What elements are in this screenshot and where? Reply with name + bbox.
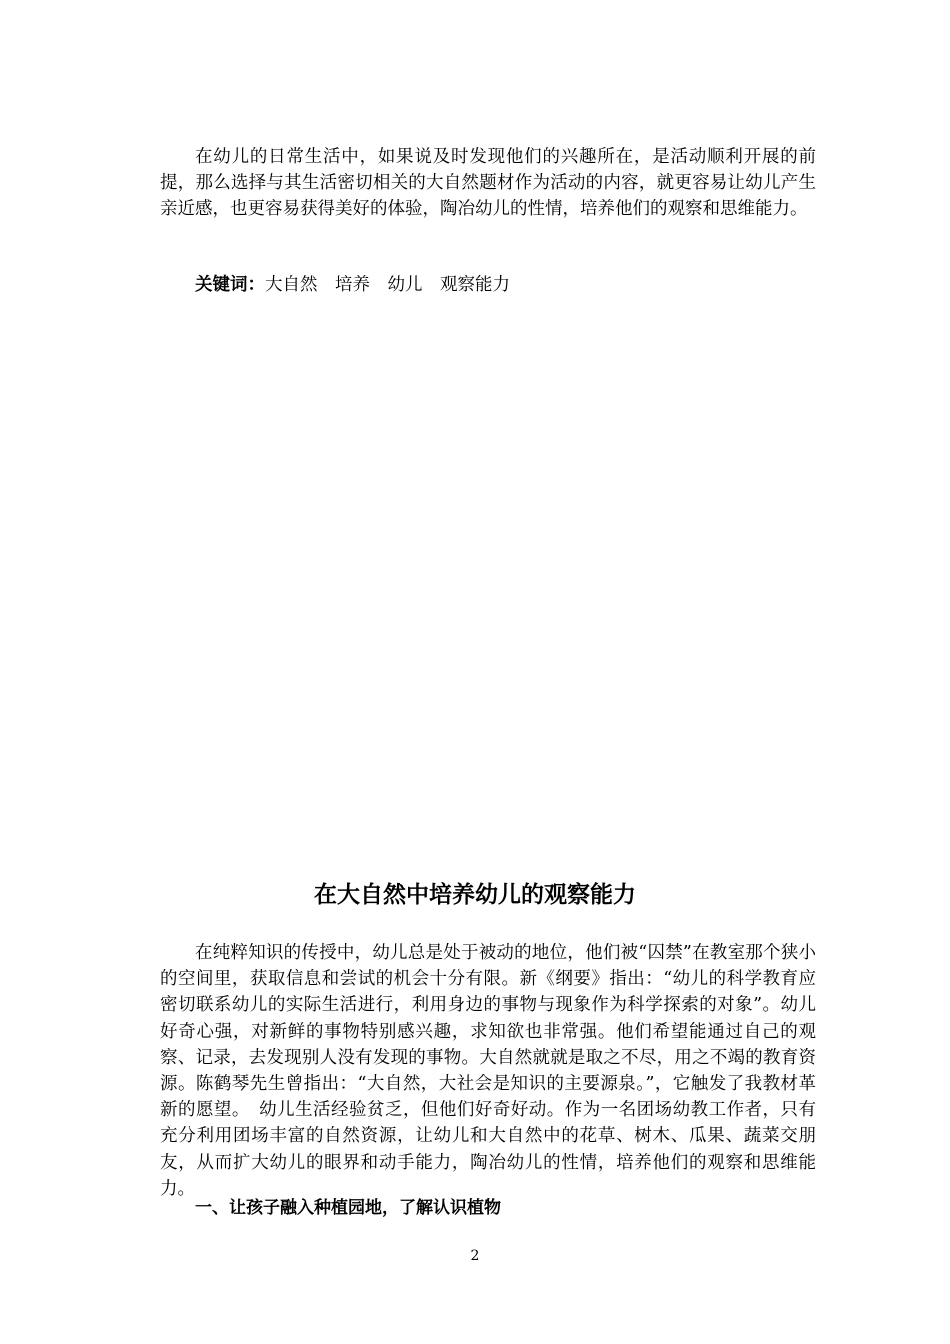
abstract-paragraph: 在幼儿的日常生活中，如果说及时发现他们的兴趣所在，是活动顺利开展的前提，那么选择与其生活密切相关的大自然题材作为活动的内容，就更容易让幼儿产生亲近感，也更容易获得美好的体验，陶冶幼儿的性情，培养他们的观察和思维能力。: [160, 147, 816, 220]
keywords-line: [195, 271, 510, 296]
section-heading: 一、让孩子融入种植园地，了解认识植物: [195, 1198, 501, 1218]
body-paragraph: 在纯粹知识的传授中，幼儿总是处于被动的地位，他们被“囚禁”在教室那个狭小的空间里，获取信息和尝试的机会十分有限。新《纲要》指出：“幼儿的科学教育应密切联系幼儿的实际生活进行，利用身边的事物与现象作为科学探索的对象”。幼儿好奇心强，对新鲜的事物特别感兴趣，求知欲也非常强。他们希望能通过自己的观察、记录，去发现别人没有发现的事物。大自然就就是取之不尽，用之不竭的教育资源。陈鹤琴先生曾指出：“大自然，大社会是知识的主要源泉。”，它触发了我教材革新的愿望。 幼儿生活经验贫乏，但他们好奇好动。作为一名团场幼教工作者，只有充分利用团场丰富的自然资源，让幼儿和大自然中的花草、树木、瓜果、蔬菜交朋友，从而扩大幼儿的眼界和动手能力，陶冶幼儿的性情，培养他们的观察和思维能力。: [160, 943, 816, 1199]
keywords-values: 大自然 培养 幼儿 观察能力: [265, 275, 510, 295]
article-title: 在大自然中培养幼儿的观察能力: [314, 882, 636, 908]
keywords-label: 关键词：: [195, 275, 265, 295]
page-number: 2: [470, 1248, 480, 1264]
